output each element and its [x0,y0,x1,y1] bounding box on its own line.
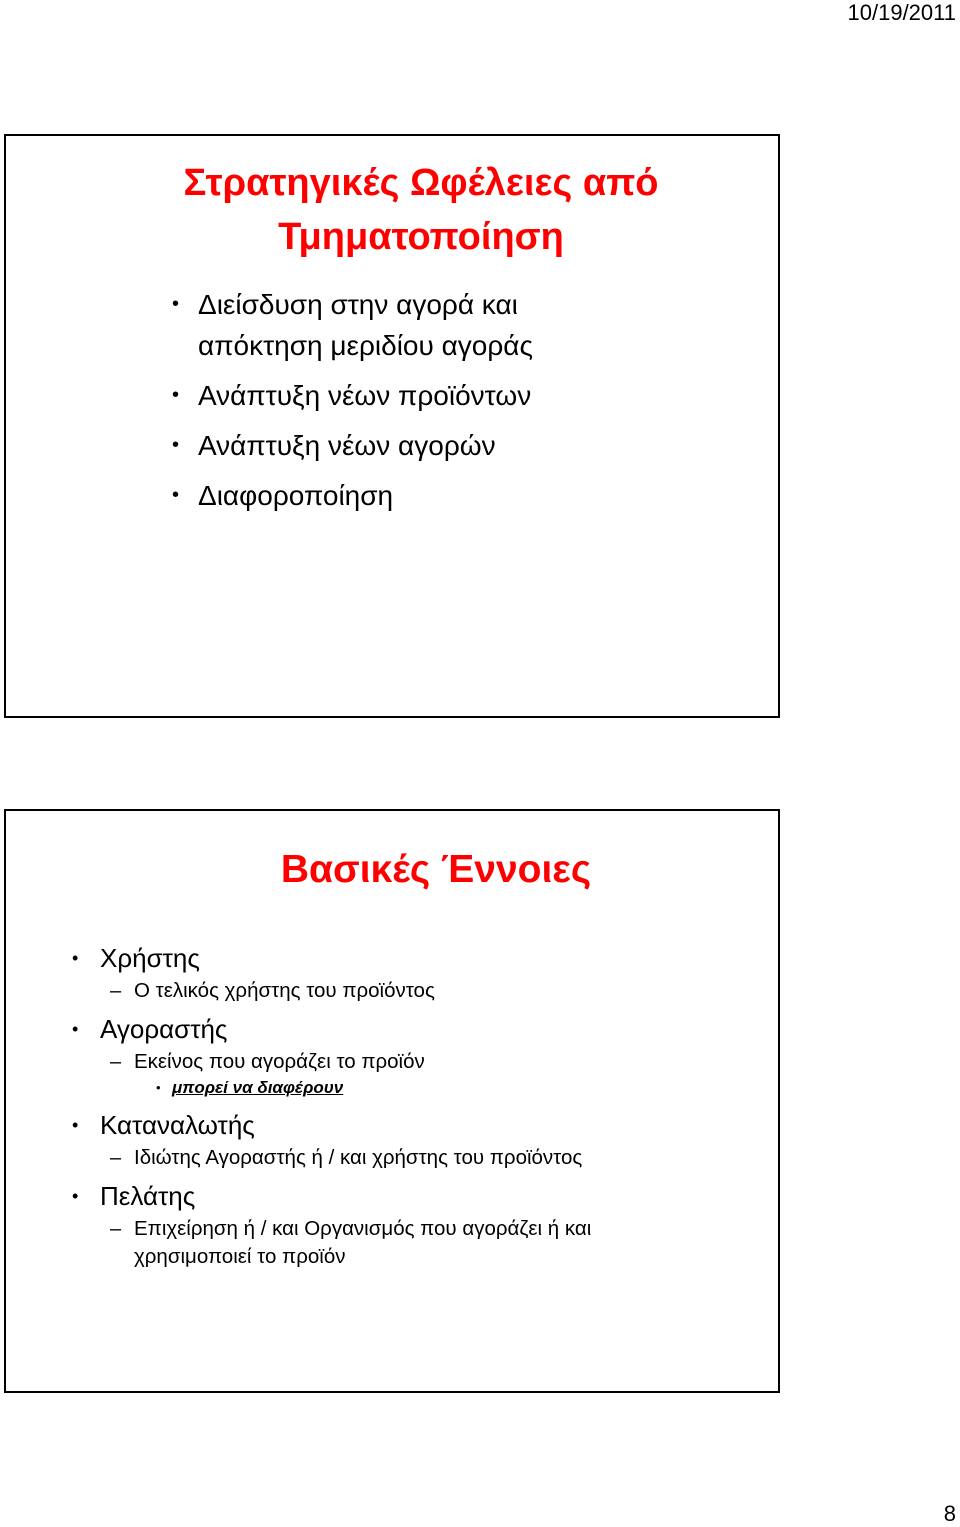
concept-term [68,939,768,977]
concept-definition-text-line-1: Επιχείρηση ή / και Οργανισμός που αγοράζει ή και [134,1217,592,1240]
concept-note [68,1076,768,1100]
list-item-text-line-1: Διείσδυση στην αγορά και [198,289,518,320]
bullet-icon: • [172,384,180,406]
slide-title-line-2: Τμηματοποίηση [278,216,564,258]
dash-icon: – [110,980,122,1002]
slide-title [106,156,736,264]
concept-term-text: Αγοραστής [100,1014,228,1044]
list-item [168,284,768,366]
bullet-icon: • [72,1019,79,1039]
bullet-icon: • [72,948,79,968]
page-date: 10/19/2011 [847,0,956,25]
benefits-list [168,284,768,525]
bullet-icon: • [172,484,180,506]
dash-icon: – [110,1218,122,1240]
concept-term-text: Πελάτης [100,1181,196,1211]
list-item-text-line-2: απόκτηση μεριδίου αγοράς [198,330,533,361]
concept-definition [68,1144,768,1172]
concept-definition [68,1048,768,1076]
list-item [168,425,768,466]
slide-title-line-1: Στρατηγικές Ωφέλειες από [183,162,659,204]
concept-definition-text: Ιδιώτης Αγοραστής ή / και χρήστης του προϊόντος [134,1146,583,1169]
concept-definition [68,977,768,1005]
concept-term [68,1106,768,1144]
list-item-text: Ανάπτυξη νέων αγορών [198,430,496,461]
list-item [168,475,768,516]
dash-icon: – [110,1051,122,1073]
list-item-text: Ανάπτυξη νέων προϊόντων [198,380,532,411]
concept-definition-text: Εκείνος που αγοράζει το προϊόν [134,1050,425,1073]
bullet-icon: • [172,434,180,456]
bullet-icon: • [72,1115,79,1135]
bullet-icon: • [72,1186,79,1206]
concept-term [68,1010,768,1048]
list-item-text: Διαφοροποίηση [198,480,394,511]
concept-term [68,1177,768,1215]
concept-term-text: Καταναλωτής [100,1110,255,1140]
bullet-icon: • [156,1080,161,1095]
dash-icon: – [110,1147,122,1169]
slide-title: Βασικές Έννοιες [280,848,592,891]
list-item [168,375,768,416]
concept-definition [68,1215,768,1271]
concepts-list [68,939,768,1276]
bullet-icon: • [172,293,180,315]
slide-strategic-benefits [4,134,780,718]
slide-basic-concepts [4,809,780,1393]
concept-term-text: Χρήστης [100,943,200,973]
concept-definition-text: Ο τελικός χρήστης του προϊόντος [134,979,435,1002]
page-number: 8 [943,1501,956,1526]
concept-note-text: μπορεί να διαφέρουν [172,1078,344,1097]
concept-definition-text-line-2: χρησιμοποιεί το προϊόν [134,1245,346,1268]
